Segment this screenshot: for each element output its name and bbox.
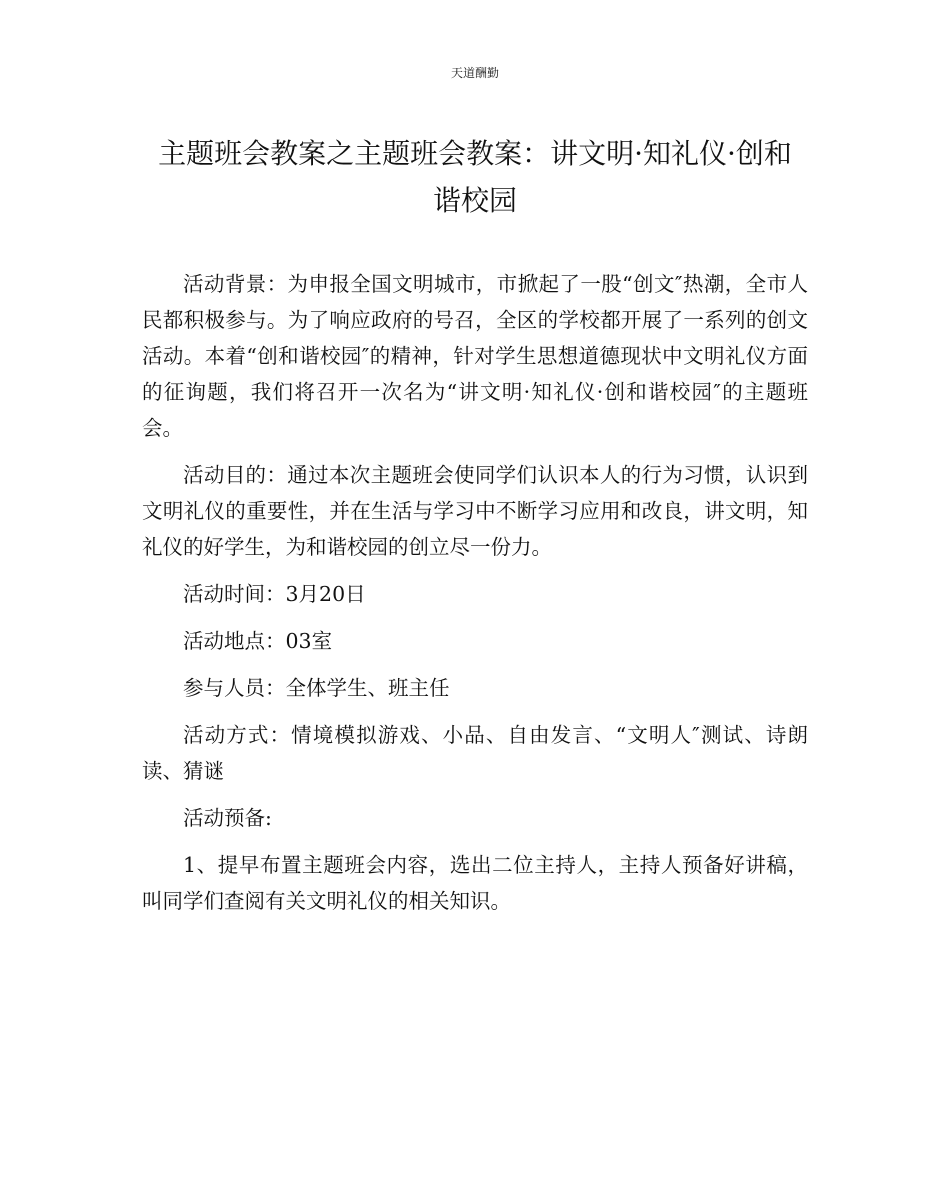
paragraph-purpose: 活动目的：通过本次主题班会使同学们认识本人的行为习惯，认识到文明礼仪的重要性，并在生活与学习中不断学习应用和改良，讲文明，知礼仪的好学生，为和谐校园的创立尽一份力。: [142, 463, 808, 559]
paragraph-participants: 参与人员：全体学生、班主任: [183, 676, 450, 700]
paragraph-format: 活动方式：情境模拟游戏、小品、自由发言、“文明人″测试、诗朗读、猜谜: [142, 723, 808, 783]
paragraph-background: 活动背景：为申报全国文明城市，市掀起了一股“创文″热潮，全市人民都积极参与。为了响应政府的号召，全区的学校都开展了一系列的创文活动。本着“创和谐校园″的精神，针对学生思想道德现状中文明礼仪方面的征询题，我们将召开一次名为“讲文明·知礼仪·创和谐校园″的主题班会。: [142, 272, 808, 440]
page-header: 天道酬勤: [450, 66, 499, 80]
paragraph-location: 活动地点：03室: [183, 629, 333, 653]
paragraph-preparation: 活动预备:: [183, 806, 272, 830]
paragraph-step-1: 1、提早布置主题班会内容，选出二位主持人，主持人预备好讲稿，叫同学们查阅有关文明礼仪的相关知识。: [142, 853, 808, 913]
paragraph-time: 活动时间：3月20日: [183, 582, 366, 606]
document-title: 主题班会教案之主题班会教案：讲文明·知礼仪·创和谐校园: [158, 137, 792, 217]
document-body: [142, 266, 808, 930]
